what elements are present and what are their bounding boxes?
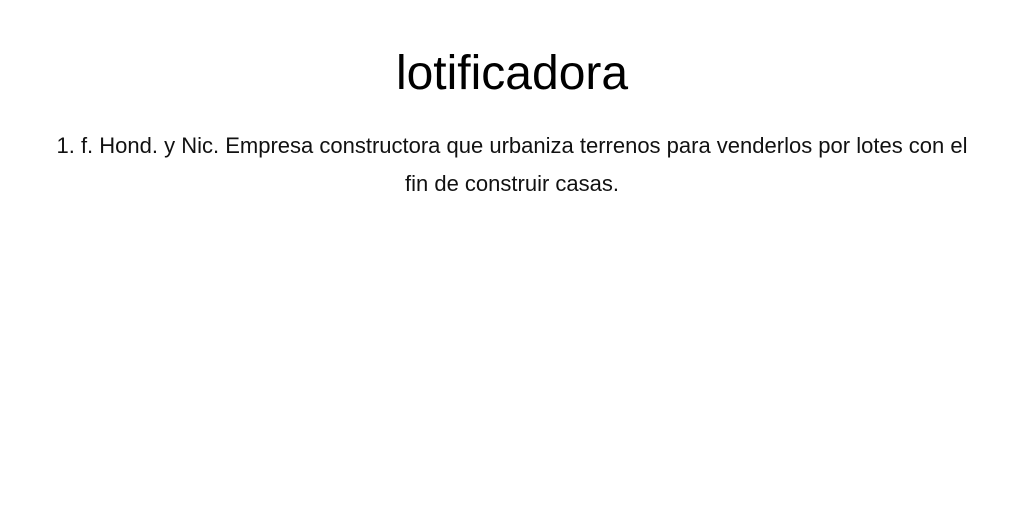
entry-term: lotificadora xyxy=(395,47,629,100)
entry-definition: 1. f. Hond. y Nic. Empresa constructora que urbaniza terrenos para venderlos por lotes con el fin de construir casas. xyxy=(56,133,968,196)
